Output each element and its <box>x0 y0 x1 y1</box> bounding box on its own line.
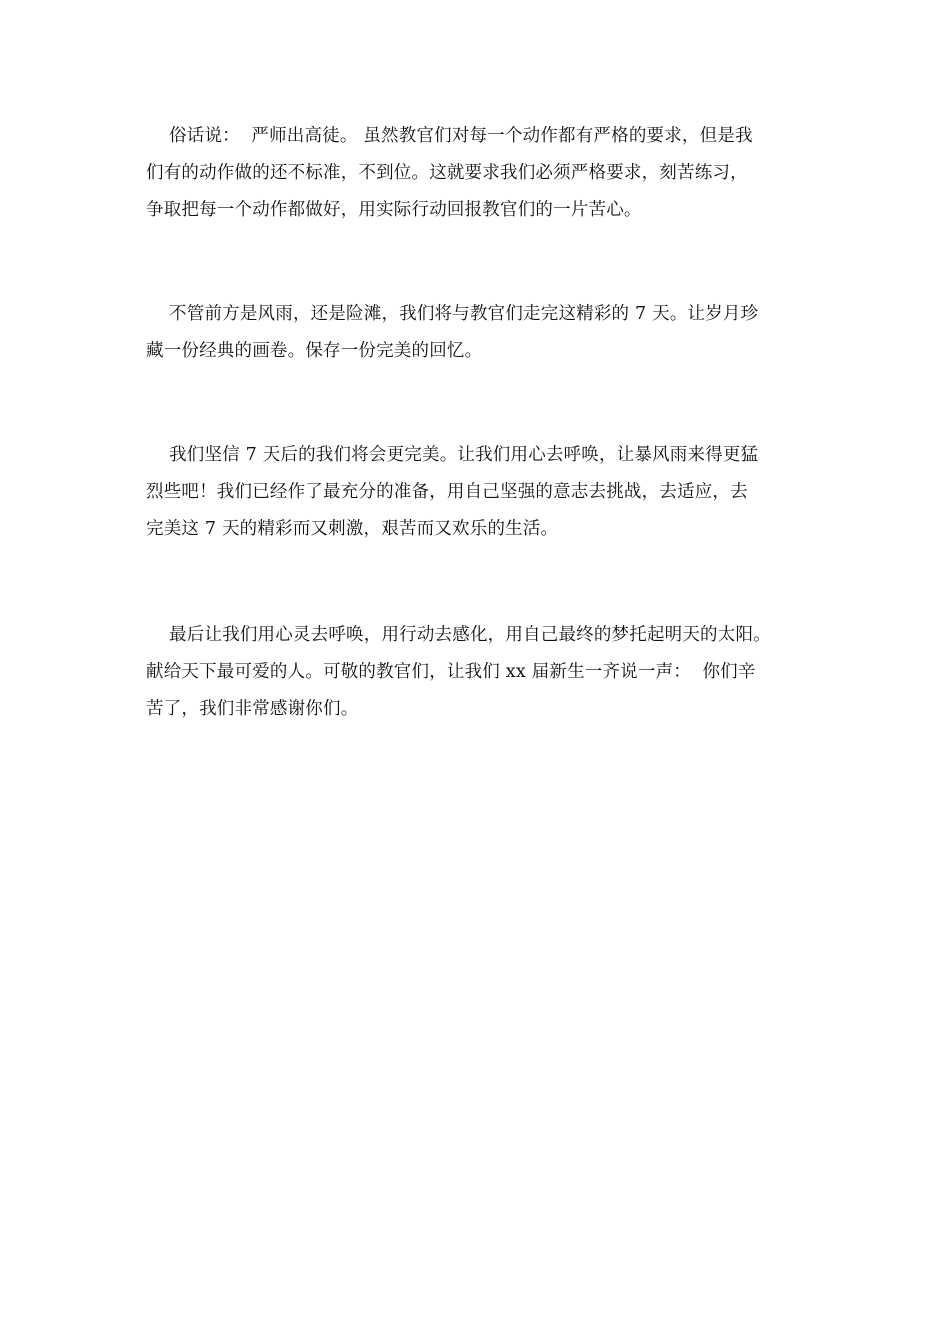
paragraph-line: 不管前方是风雨，还是险滩，我们将与教官们走完这精彩的 7 天。让岁月珍 <box>146 304 759 324</box>
paragraph-line: 争取把每一个动作都做好，用实际行动回报教官们的一片苦心。 <box>146 200 642 220</box>
paragraph-line: 我们坚信 7 天后的我们将会更完美。让我们用心去呼唤，让暴风雨来得更猛 <box>146 445 759 465</box>
paragraph-line: 完美这 7 天的精彩而又刺激，艰苦而又欢乐的生活。 <box>146 519 559 539</box>
paragraph-closing <box>146 617 826 728</box>
paragraph-line: 们有的动作做的还不标准，不到位。这就要求我们必须严格要求，刻苦练习， <box>146 163 748 183</box>
paragraph-motto <box>146 118 826 229</box>
paragraph-journey <box>146 296 826 370</box>
paragraph-line: 藏一份经典的画卷。保存一份完美的回忆。 <box>146 341 483 361</box>
paragraph-line: 献给天下最可爱的人。可敬的教官们，让我们 xx 届新生一齐说一声： 你们辛 <box>146 662 756 682</box>
paragraph-line: 俗话说： 严师出高徒。 虽然教官们对每一个动作都有严格的要求，但是我 <box>146 126 753 146</box>
paragraph-line: 最后让我们用心灵去呼唤，用行动去感化，用自己最终的梦托起明天的太阳。 <box>146 625 771 645</box>
paragraph-line: 苦了，我们非常感谢你们。 <box>146 699 359 719</box>
paragraph-belief <box>146 437 826 548</box>
paragraph-line: 烈些吧！我们已经作了最充分的准备，用自己坚强的意志去挑战，去适应，去 <box>146 482 748 502</box>
